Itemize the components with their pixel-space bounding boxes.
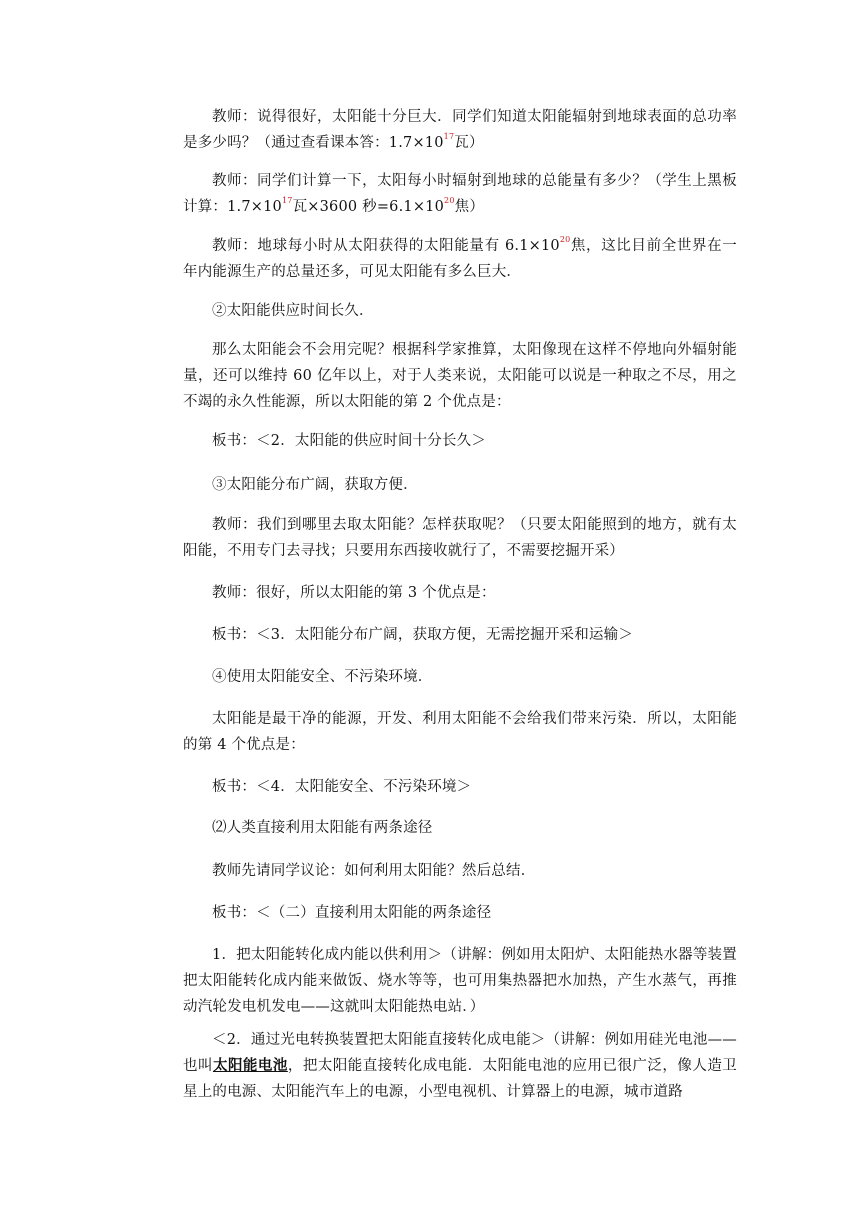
paragraph-point-4: ④使用太阳能安全、不污染环境． <box>212 669 433 685</box>
paragraph-teacher-discussion: 教师先请同学议论：如何利用太阳能？然后总结． <box>212 863 536 879</box>
paragraph-point-3: ③太阳能分布广阔，获取方便． <box>212 477 418 493</box>
paragraph-board-note-2: 板书：＜2．太阳能的供应时间十分长久＞ <box>212 433 487 449</box>
paragraph-text: ，把太阳能直接转化成电能．太阳能电池的应用已很广泛，像人造卫星上的电源、太阳能汽车上的电源，小型电视机、计算器上的电源，城市道路 <box>183 1058 738 1100</box>
paragraph-board-note-3: 板书：＜3．太阳能分布广阔，获取方便，无需挖掘开采和运输＞ <box>212 627 634 643</box>
paragraph-text: 瓦×3600 秒=6.1×10 <box>292 199 445 215</box>
paragraph-board-note-two-ways: 板书：＜（二）直接利用太阳能的两条途径 <box>212 905 492 921</box>
paragraph-teacher-advantage-3: 教师：很好，所以太阳能的第 3 个优点是： <box>212 585 496 601</box>
paragraph-text: 焦） <box>454 199 485 215</box>
paragraph-way-1-thermal: 1．把太阳能转化成内能以供利用＞（讲解：例如用太阳炉、太阳能热水器等装置把太阳能转化成内能来做饭、烧水等等，也可用集热器把水加热，产生水蒸气，再推动汽轮发电机发电——这就叫太阳能热电站．） <box>183 947 737 1015</box>
solar-cell-term: 太阳能电池 <box>212 1057 288 1074</box>
paragraph-text: 教师：地球每小时从太阳获得的太阳能量有 6.1×10 <box>212 238 560 254</box>
paragraph-duration-explanation: 那么太阳能会不会用完呢？根据科学家推算，太阳像现在这样不停地向外辐射能量，还可以维持 60 亿年以上，对于人类来说，太阳能可以说是一种取之不尽，用之不竭的永久性能源，所以太阳能的第 2 个优点是： <box>183 342 737 410</box>
paragraph-teacher-total-power <box>183 104 737 156</box>
exponent: 20 <box>559 235 571 245</box>
exponent: 17 <box>281 196 293 206</box>
exponent: 17 <box>443 132 455 142</box>
paragraph-text: ＜2．通过光电转换装置把太阳能直接转化成电能＞（讲解：例如用硅光电池——也叫 <box>183 1032 737 1074</box>
paragraph-text: 教师：同学们计算一下，太阳每小时辐射到地球的总能量有多少？（学生上黑板计算：1.7×10 <box>183 173 737 215</box>
paragraph-board-note-4: 板书：＜4．太阳能安全、不污染环境＞ <box>212 779 472 795</box>
paragraph-point-2: ②太阳能供应时间长久． <box>212 303 374 319</box>
paragraph-text: 焦，这比目前全世界在一年内能源生产的总量还多，可见太阳能有多么巨大． <box>183 238 737 280</box>
paragraph-text: 教师：说得很好，太阳能十分巨大．同学们知道太阳能辐射到地球表面的总功率是多少吗？（通过查看课本答：1.7×10 <box>183 109 737 151</box>
exponent: 20 <box>444 196 455 206</box>
paragraph-teacher-energy-compare <box>183 233 737 285</box>
paragraph-teacher-where-obtain: 教师：我们到哪里去取太阳能？怎样获取呢？（只要太阳能照到的地方，就有太阳能，不用专门去寻找；只要用东西接收就行了，不需要挖掘开采） <box>183 517 737 559</box>
paragraph-text: 瓦） <box>454 135 484 151</box>
paragraph-two-ways-heading: ⑵人类直接利用太阳能有两条途径 <box>212 820 433 836</box>
paragraph-clean-energy: 太阳能是最干净的能源，开发、利用太阳能不会给我们带来污染．所以，太阳能的第 4 个优点是： <box>183 711 737 753</box>
paragraph-teacher-hourly-energy <box>183 168 737 220</box>
paragraph-way-2-photovoltaic <box>183 1027 737 1105</box>
